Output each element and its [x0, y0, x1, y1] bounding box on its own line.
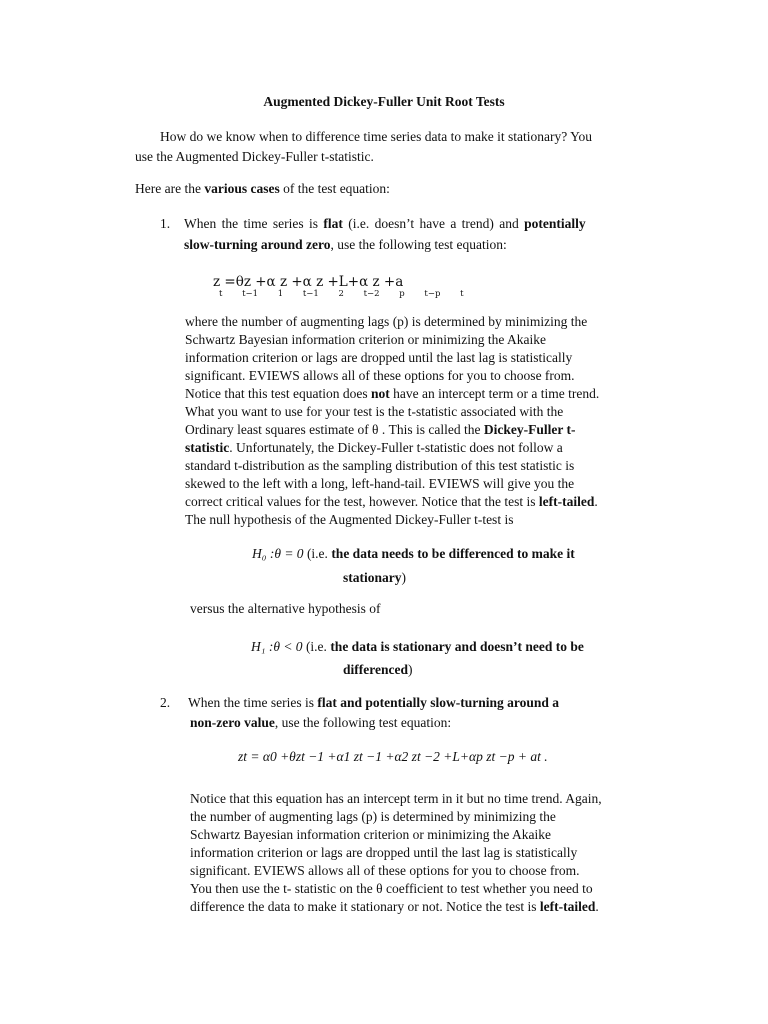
case1-body-line-4: significant. EVIEWS allows all of these options for you to choose from. — [185, 368, 575, 383]
versus-line: versus the alternative hypothesis of — [190, 601, 381, 616]
cases-intro-post: of the test equation: — [279, 181, 390, 196]
h0-post: ) — [401, 570, 406, 585]
h1-line-2 — [343, 661, 412, 679]
h1-pre: (i.e. — [302, 639, 331, 654]
intro-line-2: use the Augmented Dickey-Fuller t-statistic. — [135, 149, 374, 164]
intro-line-1: How do we know when to difference time series data to make it stationary? You — [160, 129, 593, 144]
case1-notice-not: not — [370, 386, 390, 401]
case1-equation-main: z =θz +α z +α z +L+α z +a — [213, 274, 404, 290]
case1-heading-text-a: When the time series is — [184, 216, 324, 231]
case1-ols-line — [185, 421, 576, 439]
case1-null-line: The null hypothesis of the Augmented Dickey-Fuller t-test is — [185, 512, 514, 527]
case1-heading-slow-turning: slow-turning around zero — [184, 237, 331, 252]
case2-last-line — [190, 898, 599, 916]
case2-body-line-5: significant. EVIEWS allows all of these options for you to choose from. — [190, 863, 580, 878]
case1-equation — [213, 274, 403, 290]
cases-intro-bold: various cases — [204, 181, 280, 196]
case1-heading-line-1 — [184, 215, 586, 233]
case1-body-line-2: Schwartz Bayesian information criterion or minimizing the Akaike — [185, 332, 547, 347]
case1-number: 1. — [160, 216, 171, 231]
case2-number: 2. — [160, 695, 171, 710]
h0-pre: (i.e. — [303, 546, 332, 561]
h0-stationary: stationary — [343, 570, 402, 585]
case1-notice-post: have an intercept term or a time trend. — [389, 386, 600, 401]
case1-equation-subscripts: t t−1 1 t−1 2 t−2 p t−p t — [219, 289, 464, 299]
cases-intro — [135, 180, 390, 198]
case2-body-line-1: Notice that this equation has an intercept term in it but no time trend. Again, — [190, 791, 602, 806]
case2-last-post: . — [595, 899, 599, 914]
case1-heading-text-c: (i.e. doesn’t have a trend) and — [342, 216, 525, 231]
case2-heading-line-2 — [190, 714, 451, 732]
case1-stat-bold: statistic — [185, 440, 230, 455]
case2-equation: zt = α0 +θzt −1 +α1 zt −1 +α2 zt −2 +L+αp zt −p + at . — [238, 749, 548, 764]
case1-notice-pre: Notice that this test equation does — [185, 386, 371, 401]
case1-body-line-1: where the number of augmenting lags (p) is determined by minimizing the — [185, 314, 588, 329]
h1-expression: H₁ :θ < 0 — [251, 639, 303, 654]
h1-differenced: differenced — [343, 662, 408, 677]
case1-heading-line-2 — [184, 236, 507, 254]
case1-critical-line — [185, 493, 598, 511]
case1-ols-text: Ordinary least squares estimate of θ . This is called the — [185, 422, 484, 437]
h1-post: ) — [407, 662, 413, 677]
case2-heading-text-a: When the time series is — [188, 695, 318, 710]
case1-body2-line-1: standard t-distribution as the sampling distribution of this test statistic is — [185, 458, 575, 473]
case1-ols-bold: Dickey-Fuller t- — [483, 422, 576, 437]
h0-line — [252, 545, 575, 563]
case1-heading-potentially: potentially — [524, 216, 586, 231]
case1-critical-pre: correct critical values for the test, however. Notice that the test is — [185, 494, 539, 509]
case1-body2-line-2: skewed to the left with a long, left-hand-tail. EVIEWS will give you the — [185, 476, 575, 491]
document-title: Augmented Dickey-Fuller Unit Root Tests — [263, 94, 505, 109]
case2-body-line-2: the number of augmenting lags (p) is determined by minimizing the — [190, 809, 556, 824]
cases-intro-pre: Here are the — [135, 181, 205, 196]
case2-body-line-6: You then use the t- statistic on the θ coefficient to test whether you need to — [190, 881, 593, 896]
h0-line-2 — [343, 569, 406, 587]
case2-heading-line-1 — [188, 694, 559, 712]
case1-stat-line — [185, 439, 563, 457]
case1-body-line-3: information criterion or lags are dropped until the last lag is statistically — [185, 350, 573, 365]
case1-heading-text-b: , use the following test equation: — [330, 237, 507, 252]
h1-bold-text: the data is stationary and doesn’t need to be — [330, 639, 584, 654]
case2-last-pre: difference the data to make it stationary or not. Notice the test is — [190, 899, 540, 914]
case1-stat-post: . Unfortunately, the Dickey-Fuller t-statistic does not follow a — [229, 440, 563, 455]
case2-heading-nonzero: non-zero value — [190, 715, 275, 730]
case1-critical-bold: left-tailed — [538, 494, 595, 509]
h0-bold-text: the data needs to be differenced to make it — [331, 546, 575, 561]
h0-expression: H₀ :θ = 0 — [252, 546, 304, 561]
case2-last-bold: left-tailed — [539, 899, 596, 914]
case1-notice-line — [185, 385, 599, 403]
case1-what-line: What you want to use for your test is the t-statistic associated with the — [185, 404, 564, 419]
case2-body-line-4: information criterion or lags are dropped until the last lag is statistically — [190, 845, 578, 860]
case1-critical-post: . — [594, 494, 598, 509]
case1-heading-flat: flat — [323, 216, 343, 231]
h1-line — [251, 638, 584, 656]
case2-heading-text-b: , use the following test equation: — [274, 715, 452, 730]
case2-heading-bold: flat and potentially slow-turning around a — [317, 695, 560, 710]
case2-body-line-3: Schwartz Bayesian information criterion or minimizing the Akaike — [190, 827, 552, 842]
